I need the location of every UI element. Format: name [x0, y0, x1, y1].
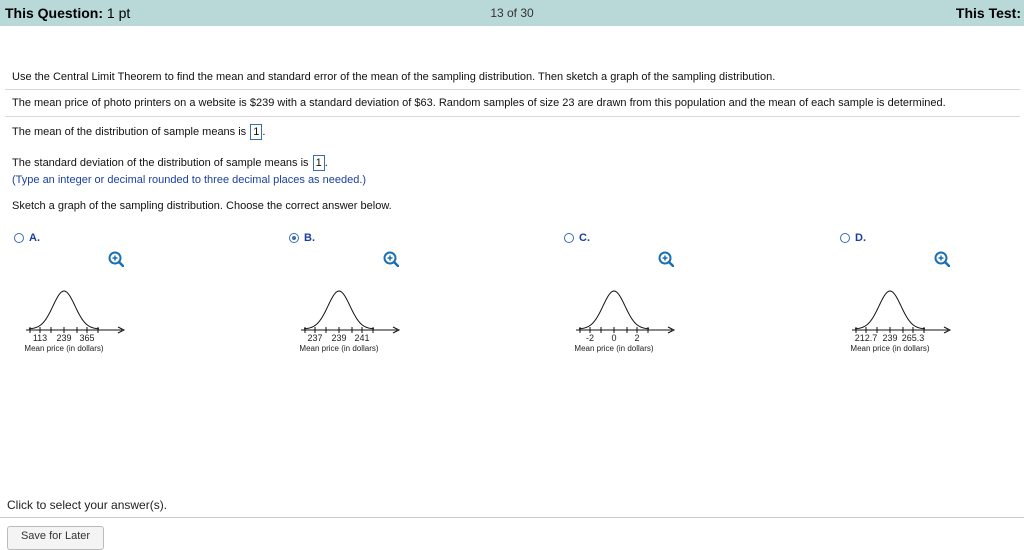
distribution-graph	[289, 277, 419, 362]
mean-answer-box[interactable]: 1	[250, 124, 262, 140]
sd-prompt: The standard deviation of the distribution of sample means is	[12, 156, 309, 169]
radio-button[interactable]	[564, 233, 574, 243]
zoom-in-icon[interactable]	[383, 251, 399, 267]
normal-curve	[29, 291, 99, 329]
mean-prompt: The mean of the distribution of sample means is	[12, 125, 247, 138]
normal-curve	[855, 291, 925, 329]
tick-label: 2	[634, 333, 640, 343]
tick-label: 239	[56, 333, 72, 343]
option-label: D.	[855, 232, 866, 244]
graph-prompt: Sketch a graph of the sampling distribution. Choose the correct answer below.	[12, 200, 392, 212]
tick-label: 237	[307, 333, 323, 343]
progress-counter: 13 of 30	[490, 6, 534, 20]
points-value: 1 pt	[106, 5, 131, 21]
tick-label: 265.3	[901, 333, 925, 343]
divider	[5, 89, 1020, 90]
radio-button[interactable]	[840, 233, 850, 243]
tick-label: 239	[882, 333, 898, 343]
normal-curve	[579, 291, 649, 329]
zoom-in-icon[interactable]	[934, 251, 950, 267]
sd-hint: (Type an integer or decimal rounded to three decimal places as needed.)	[12, 174, 367, 186]
distribution-graph	[840, 277, 970, 362]
option-label: A.	[29, 232, 40, 244]
radio-button[interactable]	[289, 233, 299, 243]
mean-question: The mean of the distribution of sample means is 1 .	[12, 125, 266, 138]
instruction-text: Use the Central Limit Theorem to find the mean and standard error of the mean of the sampling distribution. Then sketch a graph of the sampling distribution.	[12, 71, 776, 83]
status-text: Click to select your answer(s).	[7, 498, 168, 512]
axis-label: Mean price (in dollars)	[574, 344, 654, 353]
tick-label: 239	[331, 333, 347, 343]
footer-divider	[0, 517, 1024, 518]
test-label: This Test:	[955, 5, 1021, 21]
option-label: C.	[579, 232, 590, 244]
tick-label: 212.7	[854, 333, 878, 343]
axis-label: Mean price (in dollars)	[850, 344, 930, 353]
axis-label: Mean price (in dollars)	[24, 344, 104, 353]
answer-option-b[interactable]	[289, 232, 539, 362]
save-for-later-button[interactable]: Save for Later	[7, 526, 104, 550]
tick-label: -2	[585, 333, 595, 343]
sd-answer-box[interactable]: 1	[313, 155, 325, 171]
divider	[5, 116, 1020, 117]
question-label: This Question:	[5, 5, 103, 21]
problem-text: The mean price of photo printers on a website is $239 with a standard deviation of $63. Random samples of size 23 are drawn from this population and the mean of each sample is determined.	[12, 97, 946, 109]
tick-label: 113	[32, 333, 48, 343]
distribution-graph	[14, 277, 144, 362]
zoom-in-icon[interactable]	[658, 251, 674, 267]
sd-question: The standard deviation of the distribution of sample means is 1 .	[12, 156, 328, 169]
top-bar	[0, 0, 1024, 26]
tick-label: 365	[79, 333, 95, 343]
tick-label: 241	[354, 333, 370, 343]
axis-label: Mean price (in dollars)	[299, 344, 379, 353]
radio-button[interactable]	[14, 233, 24, 243]
answer-option-d[interactable]	[840, 232, 1024, 362]
answer-option-a[interactable]	[14, 232, 264, 362]
distribution-graph	[564, 277, 694, 362]
option-label: B.	[304, 232, 315, 244]
answer-option-c[interactable]	[564, 232, 814, 362]
zoom-in-icon[interactable]	[108, 251, 124, 267]
normal-curve	[304, 291, 374, 329]
tick-label: 0	[611, 333, 617, 343]
